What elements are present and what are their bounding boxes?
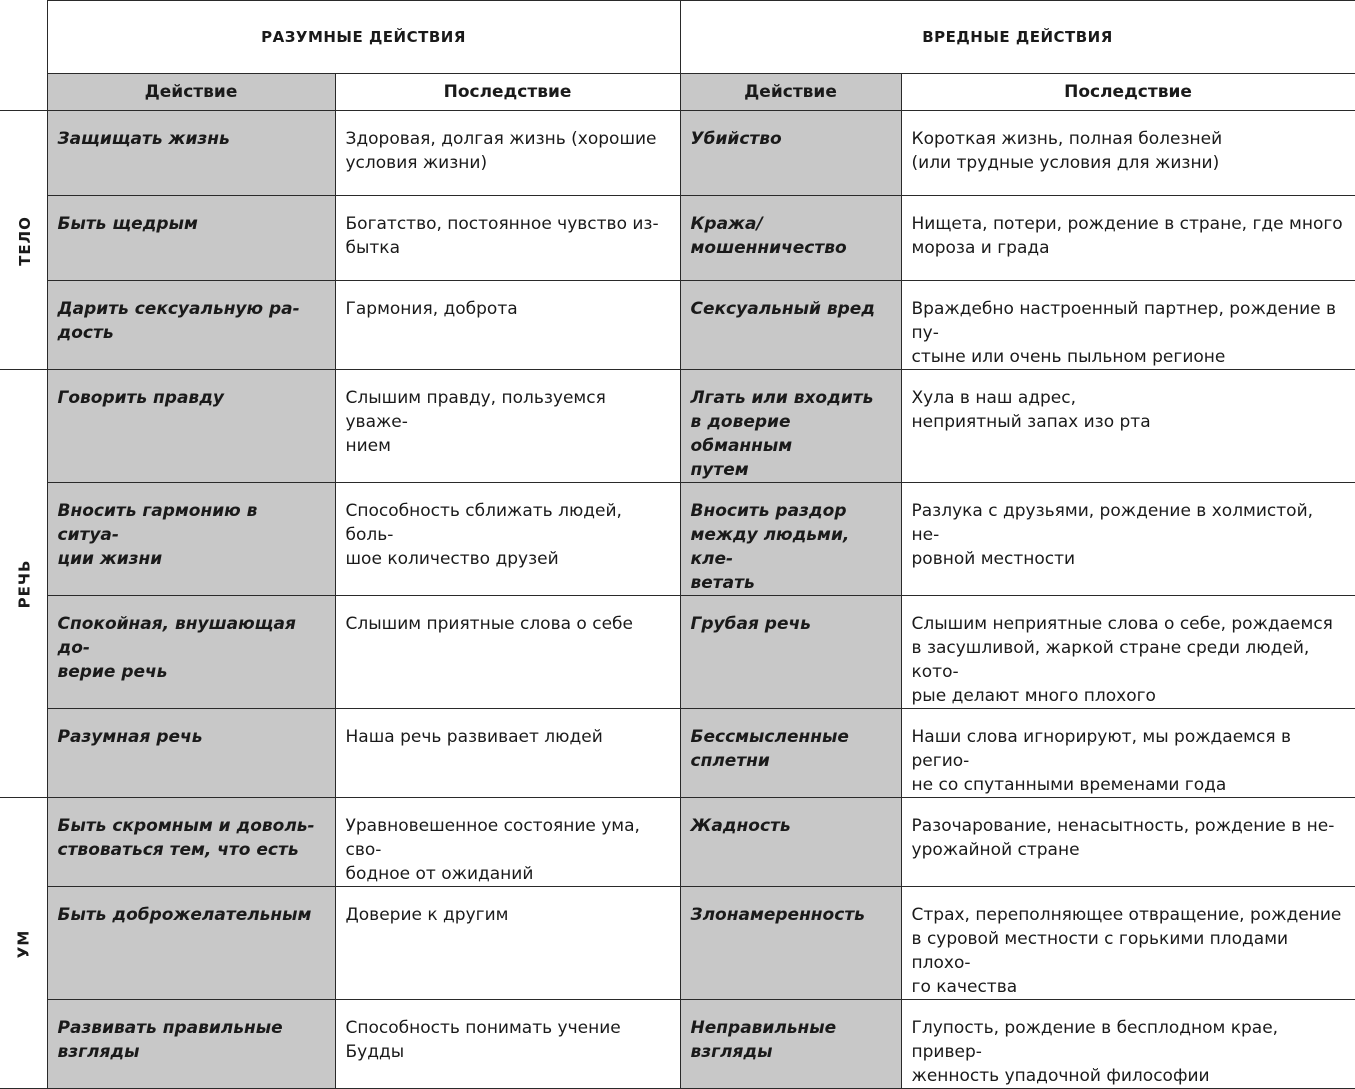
group-label-text: РЕЧЬ (15, 559, 34, 609)
bad-consequence-cell: Наши слова игнорируют, мы рождаемся в регио- не со спутанными временами года (901, 709, 1355, 798)
good-action-cell: Говорить правду (47, 370, 335, 483)
bad-consequence-cell: Слышим неприятные слова о себе, рождаемся в засушливой, жаркой стране среди людей, кото- рые делают много плохого (901, 596, 1355, 709)
good-consequence-cell: Способность сближать людей, боль- шое количество друзей (335, 483, 680, 596)
good-action-cell: Быть щедрым (47, 196, 335, 281)
bad-consequence-cell: Страх, переполняющее отвращение, рождение в суровой местности с горькими плодами плохо- го качества (901, 887, 1355, 1000)
harmful-actions-header: ВРЕДНЫЕ ДЕЙСТВИЯ (680, 1, 1355, 74)
bad-action-cell: Неправильные взгляды (680, 1000, 901, 1089)
good-consequence-col-header: Последствие (335, 74, 680, 111)
good-consequence-cell: Слышим приятные слова о себе (335, 596, 680, 709)
bad-consequence-cell: Короткая жизнь, полная болезней (или трудные условия для жизни) (901, 111, 1355, 196)
bad-action-cell: Лгать или входить в доверие обманным путем (680, 370, 901, 483)
group-label-body (0, 111, 47, 370)
bad-consequence-cell: Нищета, потери, рождение в стране, где много мороза и града (901, 196, 1355, 281)
bad-action-cell: Злонамеренность (680, 887, 901, 1000)
group-label-text: УМ (14, 929, 33, 958)
table-row (0, 370, 1355, 483)
table-row (0, 196, 1355, 281)
good-consequence-cell: Слышим правду, пользуемся уваже- нием (335, 370, 680, 483)
good-action-cell: Защищать жизнь (47, 111, 335, 196)
bad-consequence-cell: Разлука с друзьями, рождение в холмистой, не- ровной местности (901, 483, 1355, 596)
table-row (0, 483, 1355, 596)
bad-consequence-col-header: Последствие (901, 74, 1355, 111)
group-label-mind (0, 798, 47, 1089)
bad-action-col-header: Действие (680, 74, 901, 111)
good-action-cell: Быть скромным и доволь- ствоваться тем, что есть (47, 798, 335, 887)
bad-action-cell: Сексуальный вред (680, 281, 901, 370)
good-action-cell: Быть доброжелательным (47, 887, 335, 1000)
bad-action-cell: Жадность (680, 798, 901, 887)
good-action-cell: Развивать правильные взгляды (47, 1000, 335, 1089)
good-action-cell: Спокойная, внушающая до- верие речь (47, 596, 335, 709)
table-row (0, 887, 1355, 1000)
good-action-cell: Дарить сексуальную ра- дость (47, 281, 335, 370)
good-consequence-cell: Гармония, доброта (335, 281, 680, 370)
good-actions-header: РАЗУМНЫЕ ДЕЙСТВИЯ (47, 1, 680, 74)
corner-cell (0, 1, 47, 111)
table-row (0, 1000, 1355, 1089)
good-consequence-cell: Уравновешенное состояние ума, сво- бодное от ожиданий (335, 798, 680, 887)
group-label-text: ТЕЛО (15, 215, 34, 266)
bad-consequence-cell: Глупость, рождение в бесплодном крае, привер- женность упадочной философии (901, 1000, 1355, 1089)
table-row (0, 798, 1355, 887)
good-action-cell: Вносить гармонию в ситуа- ции жизни (47, 483, 335, 596)
good-consequence-cell: Здоровая, долгая жизнь (хорошие условия жизни) (335, 111, 680, 196)
bad-action-cell: Грубая речь (680, 596, 901, 709)
bad-consequence-cell: Разочарование, ненасытность, рождение в не- урожайной стране (901, 798, 1355, 887)
bad-action-cell: Вносить раздор между людьми, кле- ветать (680, 483, 901, 596)
bad-consequence-cell: Хула в наш адрес, неприятный запах изо рта (901, 370, 1355, 483)
good-action-cell: Разумная речь (47, 709, 335, 798)
table-row (0, 709, 1355, 798)
good-consequence-cell: Наша речь развивает людей (335, 709, 680, 798)
table-row (0, 111, 1355, 196)
group-label-speech (0, 370, 47, 798)
good-consequence-cell: Богатство, постоянное чувство из- бытка (335, 196, 680, 281)
good-consequence-cell: Доверие к другим (335, 887, 680, 1000)
bad-action-cell: Кража/ мошенничество (680, 196, 901, 281)
good-consequence-cell: Способность понимать учение Будды (335, 1000, 680, 1089)
bad-consequence-cell: Враждебно настроенный партнер, рождение в пу- стыне или очень пыльном регионе (901, 281, 1355, 370)
table-row (0, 596, 1355, 709)
bad-action-cell: Убийство (680, 111, 901, 196)
bad-action-cell: Бессмысленные сплетни (680, 709, 901, 798)
table-row (0, 281, 1355, 370)
good-action-col-header: Действие (47, 74, 335, 111)
